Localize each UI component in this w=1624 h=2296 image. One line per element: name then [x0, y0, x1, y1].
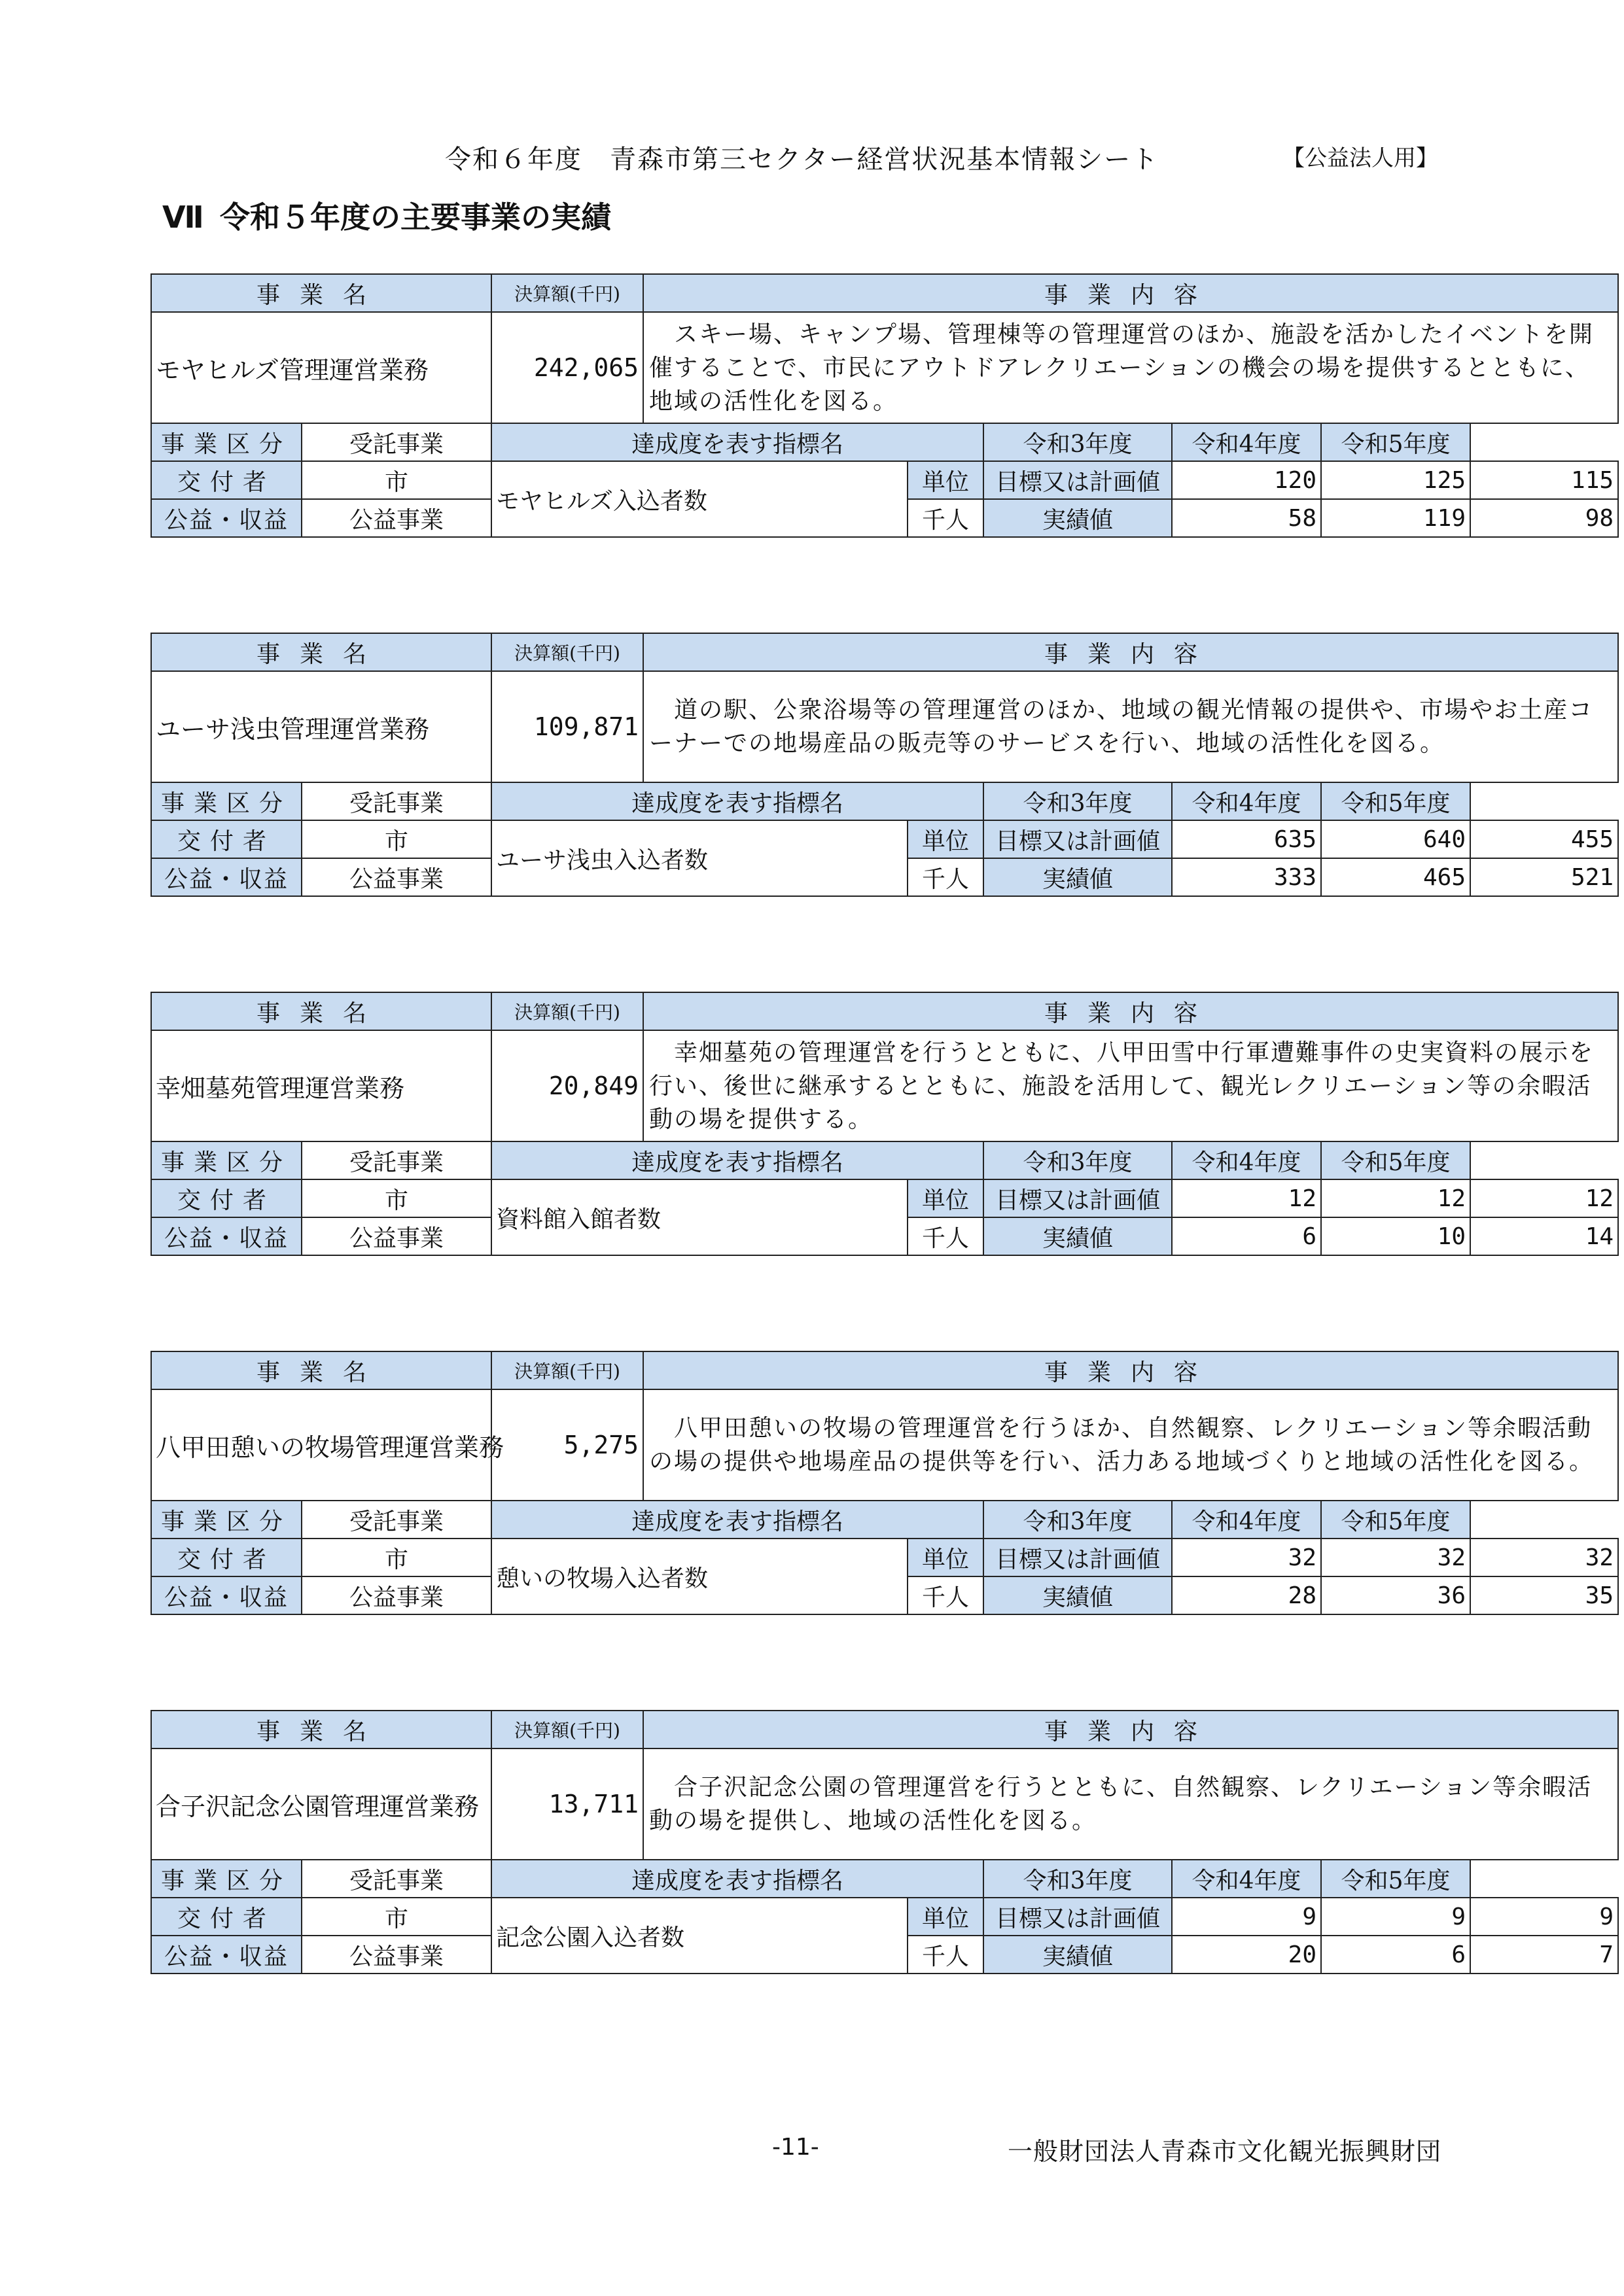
category-label: 事業区分 — [151, 782, 302, 820]
target-year1: 120 — [1172, 461, 1321, 499]
business-name-header: 事業名 — [151, 633, 491, 671]
public-profit-value: 公益事業 — [302, 1936, 491, 1974]
category-label: 事業区分 — [151, 1860, 302, 1898]
amount-header: 決算額(千円) — [491, 633, 643, 671]
public-profit-label: 公益・収益 — [151, 858, 302, 896]
section-number: Ⅶ — [162, 200, 204, 235]
sheet-type-tag: 【公益法人用】 — [1282, 145, 1438, 171]
actual-year2: 36 — [1321, 1576, 1470, 1614]
year1-header: 令和3年度 — [983, 1141, 1172, 1179]
actual-year3: 7 — [1470, 1936, 1618, 1974]
business-block — [150, 1710, 1614, 1974]
grantor-label: 交付者 — [151, 820, 302, 858]
business-table — [150, 992, 1619, 1256]
target-year2: 9 — [1321, 1898, 1470, 1936]
target-year3: 115 — [1470, 461, 1618, 499]
unit-label: 単位 — [908, 461, 983, 499]
year1-header: 令和3年度 — [983, 1860, 1172, 1898]
content-header: 事業内容 — [643, 633, 1618, 671]
target-year2: 125 — [1321, 461, 1470, 499]
category-value: 受託事業 — [302, 1141, 491, 1179]
actual-year2: 119 — [1321, 499, 1470, 537]
grantor-label: 交付者 — [151, 461, 302, 499]
business-name: 幸畑墓苑管理運営業務 — [151, 1030, 491, 1141]
public-profit-label: 公益・収益 — [151, 499, 302, 537]
actual-year3: 98 — [1470, 499, 1618, 537]
target-year2: 12 — [1321, 1179, 1470, 1217]
unit-value: 千人 — [908, 858, 983, 896]
category-label: 事業区分 — [151, 423, 302, 461]
business-description: スキー場、キャンプ場、管理棟等の管理運営のほか、施設を活かしたイベントを開催することで、市民にアウトドアレクリエーションの機会の場を提供するとともに、地域の活性化を図る。 — [643, 312, 1618, 423]
year2-header: 令和4年度 — [1172, 1860, 1321, 1898]
grantor-label: 交付者 — [151, 1898, 302, 1936]
content-header: 事業内容 — [643, 1351, 1618, 1389]
year2-header: 令和4年度 — [1172, 423, 1321, 461]
year2-header: 令和4年度 — [1172, 1141, 1321, 1179]
unit-label: 単位 — [908, 1539, 983, 1576]
target-year2: 32 — [1321, 1539, 1470, 1576]
category-value: 受託事業 — [302, 1860, 491, 1898]
actual-year2: 10 — [1321, 1217, 1470, 1255]
grantor-value: 市 — [302, 1539, 491, 1576]
business-description: 幸畑墓苑の管理運営を行うとともに、八甲田雪中行軍遭難事件の史実資料の展示を行い、後世に継承するとともに、施設を活用して、観光レクリエーション等の余暇活動の場を提供する。 — [643, 1030, 1618, 1141]
year3-header: 令和5年度 — [1321, 1141, 1470, 1179]
business-table — [150, 633, 1619, 897]
unit-label: 単位 — [908, 1179, 983, 1217]
business-block — [150, 1351, 1614, 1615]
business-name-header: 事業名 — [151, 274, 491, 312]
target-year1: 32 — [1172, 1539, 1321, 1576]
indicator-name: 記念公園入込者数 — [491, 1898, 908, 1974]
public-profit-label: 公益・収益 — [151, 1576, 302, 1614]
year3-header: 令和5年度 — [1321, 1501, 1470, 1539]
grantor-value: 市 — [302, 820, 491, 858]
business-block — [150, 273, 1614, 538]
public-profit-value: 公益事業 — [302, 499, 491, 537]
year1-header: 令和3年度 — [983, 782, 1172, 820]
category-label: 事業区分 — [151, 1141, 302, 1179]
public-profit-label: 公益・収益 — [151, 1217, 302, 1255]
actual-year3: 14 — [1470, 1217, 1618, 1255]
category-value: 受託事業 — [302, 423, 491, 461]
business-name-header: 事業名 — [151, 1351, 491, 1389]
category-value: 受託事業 — [302, 782, 491, 820]
business-description: 八甲田憩いの牧場の管理運営を行うほか、自然観察、レクリエーション等余暇活動の場の提供や地場産品の提供等を行い、活力ある地域づくりと地域の活性化を図る。 — [643, 1389, 1618, 1501]
amount-header: 決算額(千円) — [491, 992, 643, 1030]
actual-year1: 20 — [1172, 1936, 1321, 1974]
business-description: 道の駅、公衆浴場等の管理運営のほか、地域の観光情報の提供や、市場やお土産コーナーでの地場産品の販売等のサービスを行い、地域の活性化を図る。 — [643, 671, 1618, 782]
indicator-header: 達成度を表す指標名 — [491, 782, 983, 820]
actual-year1: 58 — [1172, 499, 1321, 537]
actual-year2: 6 — [1321, 1936, 1470, 1974]
indicator-name: 憩いの牧場入込者数 — [491, 1539, 908, 1614]
settlement-amount: 242,065 — [491, 312, 643, 423]
target-label: 目標又は計画値 — [983, 461, 1172, 499]
indicator-header: 達成度を表す指標名 — [491, 423, 983, 461]
grantor-value: 市 — [302, 461, 491, 499]
actual-year3: 521 — [1470, 858, 1618, 896]
actual-year1: 6 — [1172, 1217, 1321, 1255]
sheet-title: 令和６年度 青森市第三セクター経営状況基本情報シート — [445, 145, 1159, 175]
indicator-header: 達成度を表す指標名 — [491, 1860, 983, 1898]
target-year2: 640 — [1321, 820, 1470, 858]
unit-label: 単位 — [908, 820, 983, 858]
indicator-header: 達成度を表す指標名 — [491, 1501, 983, 1539]
business-description: 合子沢記念公園の管理運営を行うとともに、自然観察、レクリエーション等余暇活動の場を提供し、地域の活性化を図る。 — [643, 1748, 1618, 1860]
target-label: 目標又は計画値 — [983, 1898, 1172, 1936]
content-header: 事業内容 — [643, 274, 1618, 312]
actual-label: 実績値 — [983, 1576, 1172, 1614]
grantor-label: 交付者 — [151, 1539, 302, 1576]
indicator-name: 資料館入館者数 — [491, 1179, 908, 1255]
business-name-header: 事業名 — [151, 1711, 491, 1748]
category-value: 受託事業 — [302, 1501, 491, 1539]
section-title: 令和５年度の主要事業の実績 — [220, 200, 611, 235]
target-label: 目標又は計画値 — [983, 1179, 1172, 1217]
business-name: 合子沢記念公園管理運営業務 — [151, 1748, 491, 1860]
page-number: -11- — [772, 2134, 819, 2161]
business-block — [150, 992, 1614, 1256]
unit-value: 千人 — [908, 1576, 983, 1614]
target-year3: 455 — [1470, 820, 1618, 858]
target-year3: 12 — [1470, 1179, 1618, 1217]
category-label: 事業区分 — [151, 1501, 302, 1539]
content-header: 事業内容 — [643, 1711, 1618, 1748]
unit-label: 単位 — [908, 1898, 983, 1936]
target-label: 目標又は計画値 — [983, 1539, 1172, 1576]
settlement-amount: 13,711 — [491, 1748, 643, 1860]
amount-header: 決算額(千円) — [491, 1711, 643, 1748]
year2-header: 令和4年度 — [1172, 782, 1321, 820]
grantor-label: 交付者 — [151, 1179, 302, 1217]
unit-value: 千人 — [908, 1936, 983, 1974]
section-heading — [162, 194, 611, 237]
public-profit-value: 公益事業 — [302, 1217, 491, 1255]
business-name: 八甲田憩いの牧場管理運営業務 — [151, 1389, 491, 1501]
business-table — [150, 1710, 1619, 1974]
target-year3: 9 — [1470, 1898, 1618, 1936]
business-table — [150, 1351, 1619, 1615]
actual-label: 実績値 — [983, 858, 1172, 896]
year3-header: 令和5年度 — [1321, 782, 1470, 820]
target-year1: 9 — [1172, 1898, 1321, 1936]
target-year1: 12 — [1172, 1179, 1321, 1217]
business-name: モヤヒルズ管理運営業務 — [151, 312, 491, 423]
content-header: 事業内容 — [643, 992, 1618, 1030]
business-name: ユーサ浅虫管理運営業務 — [151, 671, 491, 782]
target-year3: 32 — [1470, 1539, 1618, 1576]
actual-year1: 28 — [1172, 1576, 1321, 1614]
grantor-value: 市 — [302, 1179, 491, 1217]
settlement-amount: 20,849 — [491, 1030, 643, 1141]
year2-header: 令和4年度 — [1172, 1501, 1321, 1539]
unit-value: 千人 — [908, 1217, 983, 1255]
actual-year2: 465 — [1321, 858, 1470, 896]
organization-name: 一般財団法人青森市文化観光振興財団 — [1008, 2137, 1442, 2166]
actual-label: 実績値 — [983, 1936, 1172, 1974]
business-table — [150, 273, 1619, 538]
unit-value: 千人 — [908, 499, 983, 537]
business-block — [150, 633, 1614, 897]
public-profit-value: 公益事業 — [302, 858, 491, 896]
grantor-value: 市 — [302, 1898, 491, 1936]
year1-header: 令和3年度 — [983, 423, 1172, 461]
actual-label: 実績値 — [983, 499, 1172, 537]
public-profit-value: 公益事業 — [302, 1576, 491, 1614]
target-year1: 635 — [1172, 820, 1321, 858]
indicator-name: ユーサ浅虫入込者数 — [491, 820, 908, 896]
amount-header: 決算額(千円) — [491, 274, 643, 312]
year3-header: 令和5年度 — [1321, 423, 1470, 461]
actual-label: 実績値 — [983, 1217, 1172, 1255]
actual-year3: 35 — [1470, 1576, 1618, 1614]
indicator-name: モヤヒルズ入込者数 — [491, 461, 908, 537]
settlement-amount: 5,275 — [491, 1389, 643, 1501]
year3-header: 令和5年度 — [1321, 1860, 1470, 1898]
target-label: 目標又は計画値 — [983, 820, 1172, 858]
settlement-amount: 109,871 — [491, 671, 643, 782]
actual-year1: 333 — [1172, 858, 1321, 896]
year1-header: 令和3年度 — [983, 1501, 1172, 1539]
amount-header: 決算額(千円) — [491, 1351, 643, 1389]
business-name-header: 事業名 — [151, 992, 491, 1030]
public-profit-label: 公益・収益 — [151, 1936, 302, 1974]
indicator-header: 達成度を表す指標名 — [491, 1141, 983, 1179]
